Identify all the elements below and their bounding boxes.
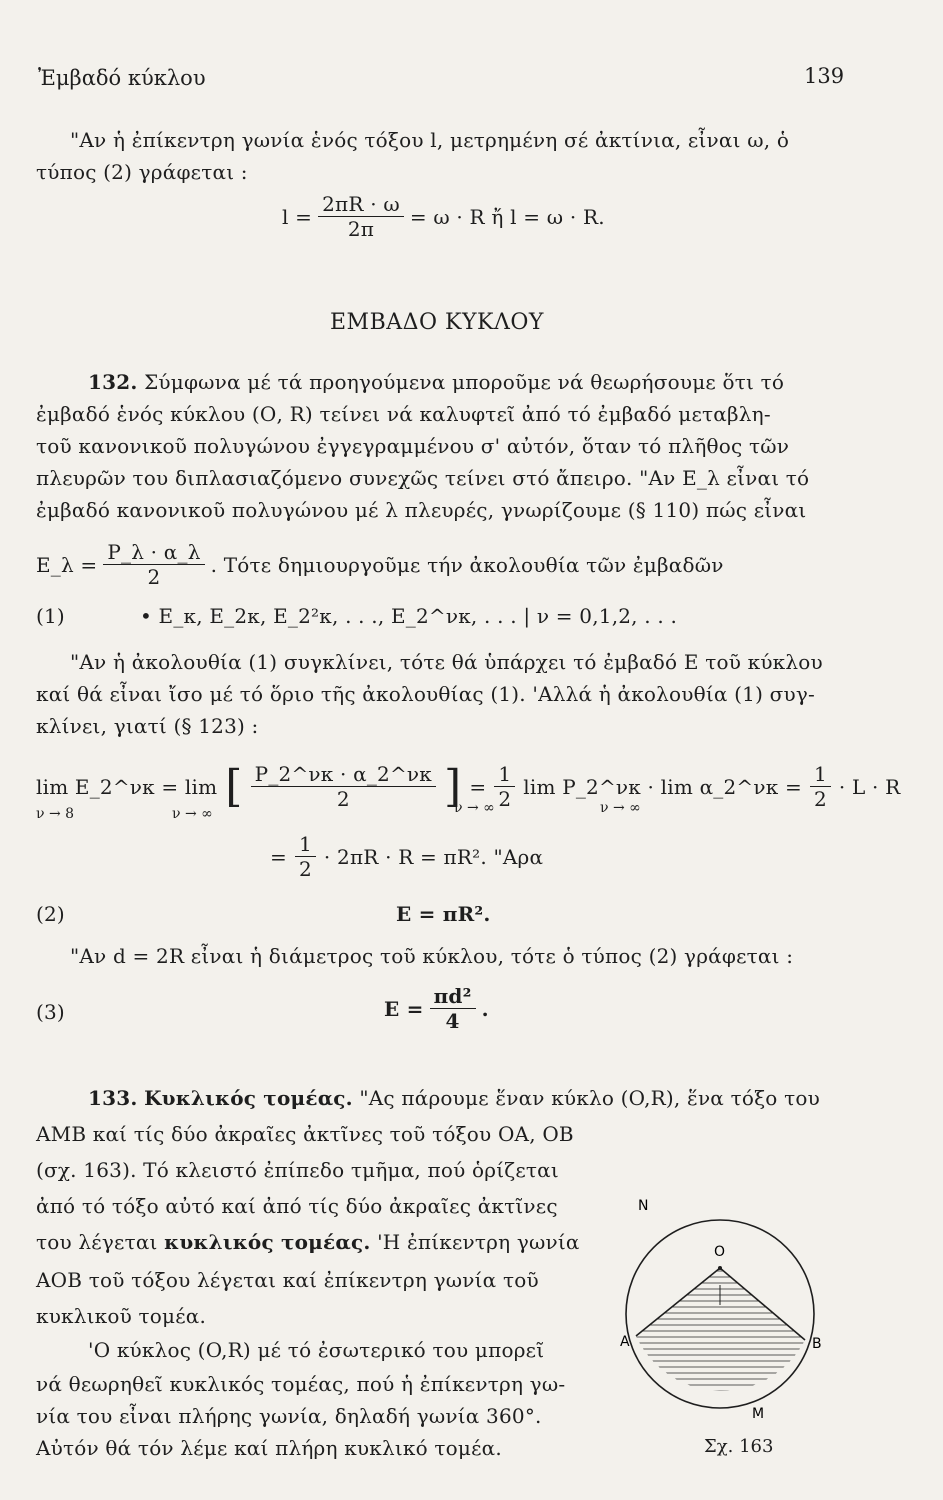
label-N: N (638, 1198, 649, 1214)
par132-line-7: καί θά εἶναι ἴσο μέ τό ὅριο τῆς ἀκολουθίας (1). 'Αλλά ἡ ἀκολουθία (1) συγ- (36, 682, 815, 706)
par132-line-2: ἐμβαδό ἑνός κύκλου (Ο, R) τείνει νά καλυφτεῖ ἀπό τό ἐμβαδό μεταβλη- (36, 402, 771, 426)
formula3-left: E = (384, 996, 424, 1021)
par133-line-2: ΑΜΒ καί τίς δύο ἀκραῖες ἀκτῖνες τοῦ τόξου ΟΑ, ΟΒ (36, 1122, 574, 1146)
formula-E-lambda: Ε_λ = (36, 552, 98, 577)
intro-line-1: "Αν ἡ ἐπίκεντρη γωνία ἑνός τόξου l, μετρημένη σέ ἀκτίνια, εἶναι ω, ὁ (70, 128, 790, 152)
formula-l: l = (282, 204, 313, 229)
label-B: B (812, 1336, 822, 1352)
limit-right-text: · L · R (838, 774, 901, 799)
eq2-denominator: 2 (298, 857, 312, 881)
limit-right-numerator: 1 (813, 762, 827, 786)
sequence-text: • Ε_κ, Ε_2κ, Ε_2²κ, . . ., Ε_2^νκ, . . . | ν = 0,1,2, . . . (140, 604, 678, 628)
par133-line-9: νά θεωρηθεῖ κυκλικός τομέας, πού ἡ ἐπίκεντρη γω- (36, 1372, 566, 1396)
polygon-denominator: 2 (147, 565, 161, 589)
formula3-numerator: πd² (433, 984, 472, 1008)
formula-denominator: 2π (347, 217, 375, 241)
circular-sector-figure (610, 1190, 850, 1420)
equals-sign: = (270, 844, 287, 869)
sequence-label: (1) (36, 604, 65, 628)
par133-text-5c: 'Η ἐπίκεντρη γωνία (377, 1230, 580, 1254)
par133-line-1 (88, 1086, 820, 1110)
formula-after: . Τότε δημιουργοῦμε τήν ἀκολουθία τῶν ἐμβαδῶν (210, 552, 724, 577)
par133-line-6: ΑΟΒ τοῦ τόξου λέγεται καί ἐπίκεντρη γωνία τοῦ (36, 1268, 539, 1292)
polygon-area-formula (36, 540, 724, 589)
limit-subscript-2: ν → ∞ (172, 806, 213, 822)
running-header-title: Ἐμβαδό κύκλου (38, 66, 206, 90)
par133-line-3: (σχ. 163). Τό κλειστό ἐπίπεδο τμῆμα, πού ὁρίζεται (36, 1158, 559, 1182)
section-title: ΕΜΒΑΔΟ ΚΥΚΛΟΥ (330, 310, 544, 335)
equals-sign: = (469, 774, 487, 799)
formula3-label: (3) (36, 1000, 65, 1024)
limit-mid-denominator: 2 (498, 787, 512, 811)
par132-line-5: ἐμβαδό κανονικοῦ πολυγώνου μέ λ πλευρές, γνωρίζουμε (§ 110) πώς εἶναι (36, 498, 807, 522)
arc-length-formula (282, 192, 605, 241)
intro-line-2: τύπος (2) γράφεται : (36, 160, 248, 184)
formula3-denominator: 4 (445, 1009, 460, 1033)
label-O: O (714, 1244, 726, 1260)
figure-caption: Σχ. 163 (704, 1436, 774, 1457)
limit-subscript-1: ν → 8 (36, 806, 75, 822)
polygon-numerator: P_λ · α_λ (107, 540, 201, 564)
par132-line-1 (88, 370, 784, 394)
par132-line-8: κλίνει, γιατί (§ 123) : (36, 714, 259, 738)
center-point (718, 1266, 722, 1270)
par133-line-5 (36, 1230, 580, 1254)
formula3-end: . (481, 996, 489, 1021)
limit-subscript-3: ν → ∞ (454, 800, 495, 816)
par133-number: 133. (88, 1086, 138, 1110)
label-M: M (752, 1406, 765, 1420)
diameter-area-formula (384, 984, 489, 1033)
formula-rest: = ω · R ἤ l = ω · R. (409, 204, 605, 229)
par132-line-6: "Αν ἡ ἀκολουθία (1) συγκλίνει, τότε θά ὑπάρχει τό ἐμβαδό Ε τοῦ κύκλου (70, 650, 823, 674)
par132-number: 132. (88, 370, 138, 394)
limit-mid-fraction (494, 762, 515, 811)
par132-text-1: Σύμφωνα μέ τά προηγούμενα μποροῦμε νά θεωρήσουμε ὅτι τό (144, 370, 785, 394)
limit-mid-text: lim P_2^νκ · lim α_2^νκ = (523, 774, 802, 799)
par133-line-7: κυκλικοῦ τομέα. (36, 1304, 207, 1328)
limit-right-fraction (810, 762, 831, 811)
par133-line-8: 'Ο κύκλος (O,R) μέ τό ἐσωτερικό του μπορεῖ (88, 1338, 545, 1362)
par133-heading: Κυκλικός τομέας. (144, 1086, 353, 1110)
formula3-fraction (430, 984, 476, 1033)
limit-right-denominator: 2 (813, 787, 827, 811)
left-bracket: [ (225, 760, 243, 812)
limit-inner-numerator: P_2^νκ · α_2^νκ (254, 762, 432, 786)
eq2-text: · 2πR · R = πR². "Αρα (323, 844, 544, 869)
limit-subscript-4: ν → ∞ (600, 800, 641, 816)
par132-line-9: "Αν d = 2R εἶναι ἡ διάμετρος τοῦ κύκλου, τότε ὁ τύπος (2) γράφεται : (70, 944, 794, 968)
eq2-numerator: 1 (298, 832, 312, 856)
formula-fraction (318, 192, 404, 241)
par133-line-10: νία του εἶναι πλήρης γωνία, δηλαδή γωνία 360°. (36, 1404, 542, 1428)
page-number: 139 (804, 64, 845, 88)
limit-left: lim Ε_2^νκ = lim (36, 774, 218, 799)
formula-numerator: 2πR · ω (322, 192, 400, 216)
par133-line-4: ἀπό τό τόξο αὐτό καί ἀπό τίς δύο ἀκραῖες ἀκτῖνες (36, 1194, 558, 1218)
par133-text-5a: του λέγεται (36, 1230, 158, 1254)
limit-inner-fraction (251, 762, 436, 811)
limit-equation-2 (270, 832, 543, 881)
circle-area-result: E = πR². (396, 902, 491, 926)
eq2-fraction (295, 832, 316, 881)
par133-text-1: "Ας πάρουμε ἕναν κύκλο (O,R), ἕνα τόξο του (359, 1086, 820, 1110)
limit-mid-numerator: 1 (498, 762, 512, 786)
result-label: (2) (36, 902, 65, 926)
limit-inner-denominator: 2 (336, 787, 350, 811)
par132-line-4: πλευρῶν του διπλασιαζόμενο συνεχῶς τείνει στό ἄπειρο. "Αν Ε_λ εἶναι τό (36, 466, 810, 490)
right-bracket: ] (444, 760, 462, 812)
par133-line-11: Αὐτόν θά τόν λέμε καί πλήρη κυκλικό τομέα. (36, 1436, 502, 1460)
term-circular-sector: κυκλικός τομέας. (164, 1230, 371, 1254)
par132-line-3: τοῦ κανονικοῦ πολυγώνου ἐγγεγραμμένου σ' αὐτόν, ὅταν τό πλῆθος τῶν (36, 434, 790, 458)
label-A: A (620, 1334, 630, 1350)
polygon-fraction (103, 540, 204, 589)
